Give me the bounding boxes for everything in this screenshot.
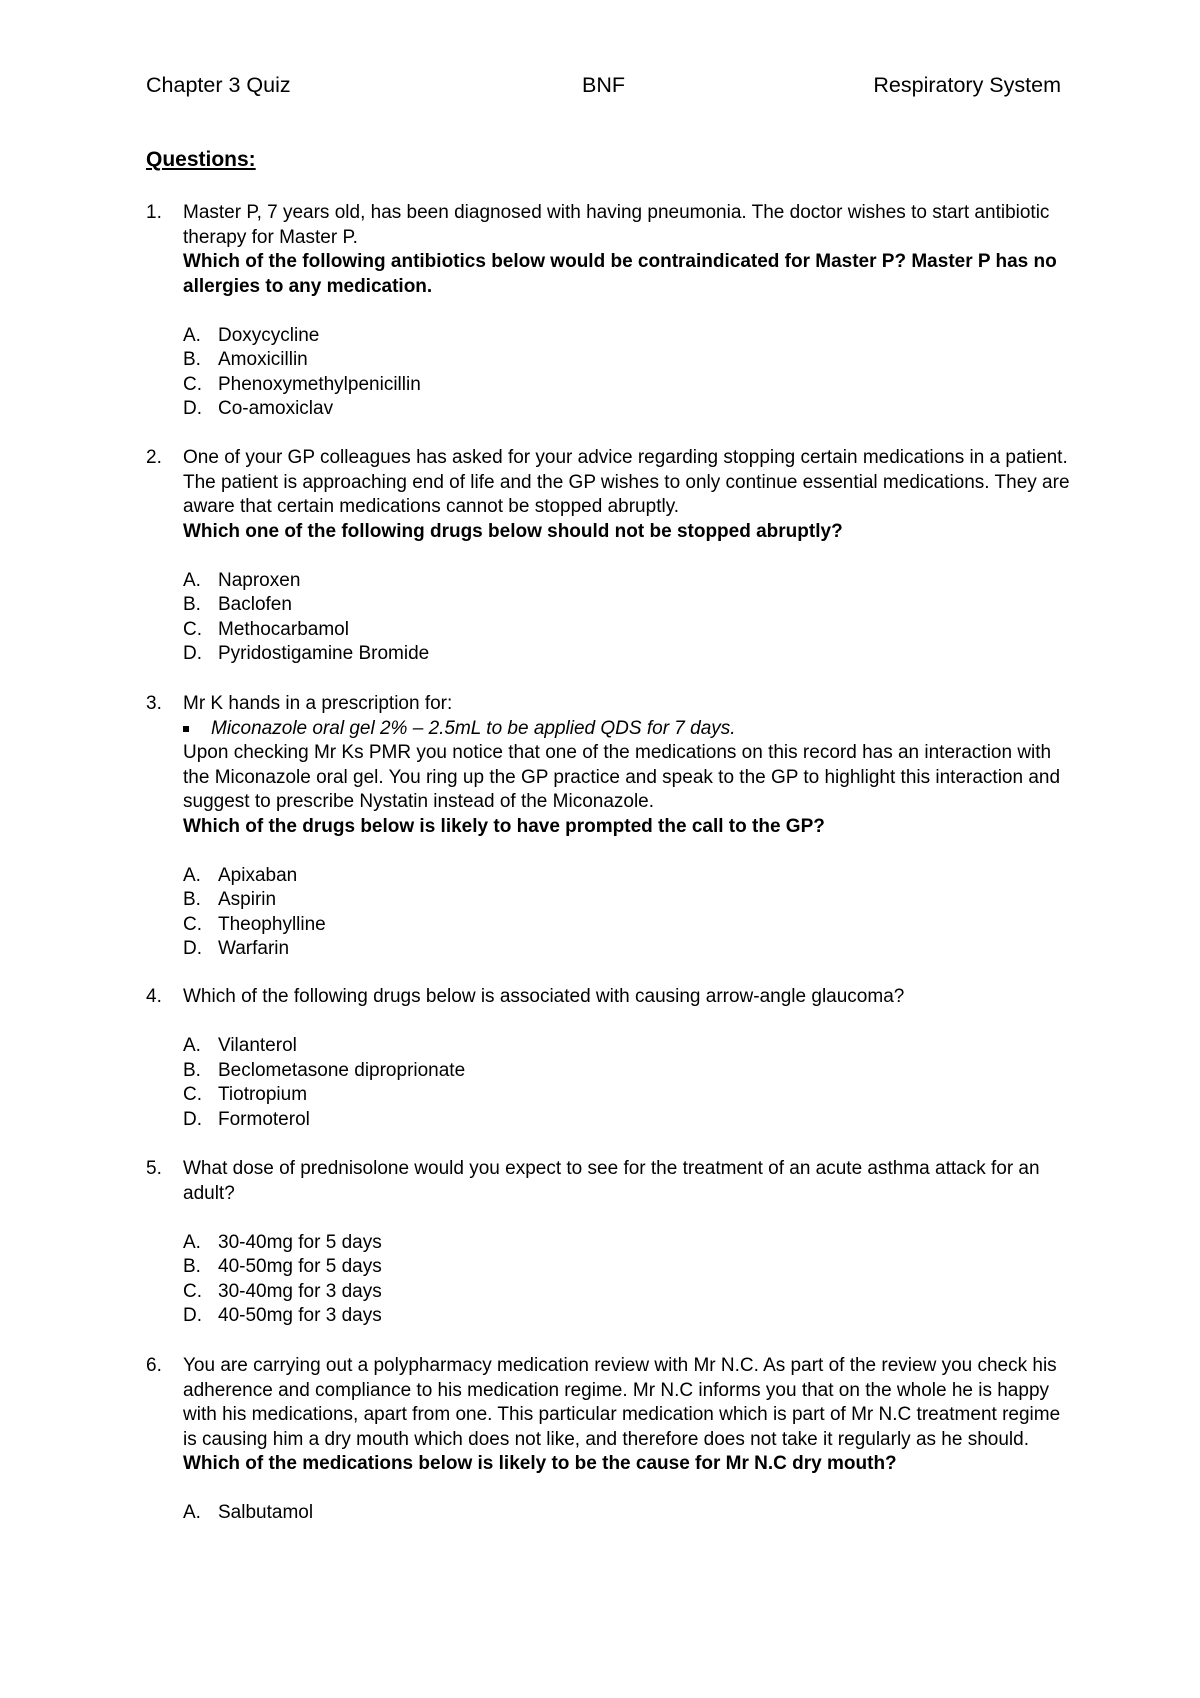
header-left: Chapter 3 Quiz: [146, 73, 291, 97]
option: [183, 913, 1071, 938]
option-text: Vilanterol: [218, 1035, 297, 1056]
option-letter: B.: [183, 1256, 201, 1277]
option-text: Salbutamol: [218, 1502, 314, 1523]
question-prompt: Which of the following antibiotics below would be contraindicated for Master P? Master P has no allergies to any medication.: [183, 251, 1057, 297]
option-text: Methocarbamol: [218, 618, 349, 640]
option-letter: B.: [183, 349, 201, 370]
option-letter: A.: [183, 864, 201, 886]
option-text: Co-amoxiclav: [218, 398, 334, 419]
option-letter: A.: [183, 1035, 201, 1056]
question-number: 6.: [146, 1355, 162, 1376]
option-letter: D.: [183, 398, 202, 419]
option: [183, 1280, 1071, 1305]
bullet-square-icon: [183, 726, 189, 732]
question-number: 1.: [146, 202, 162, 223]
option-text: 40-50mg for 3 days: [218, 1305, 382, 1326]
options-list: [183, 1034, 1071, 1132]
option: [183, 324, 1071, 349]
option-letter: B.: [183, 889, 201, 910]
question-5: [146, 1157, 1071, 1329]
question-text: One of your GP colleagues has asked for your advice regarding stopping certain medications in a patient. The patient is approaching end of life and the GP wishes to only continue essential medications. They are aware that certain medications cannot be stopped abruptly.: [183, 447, 1070, 517]
option-letter: C.: [183, 373, 202, 395]
option-text: Apixaban: [218, 864, 298, 886]
options-list: [183, 324, 1071, 422]
option-letter: A.: [183, 324, 201, 346]
option: [183, 642, 1071, 667]
question-number: 3.: [146, 693, 162, 714]
options-list: [183, 864, 1071, 962]
option: [183, 618, 1071, 643]
option: [183, 937, 1071, 962]
option: [183, 1059, 1071, 1084]
page-header: [146, 73, 1061, 101]
question-4: [146, 985, 1071, 1132]
option: [183, 864, 1071, 889]
options-list: [183, 569, 1071, 667]
option-letter: A.: [183, 569, 201, 591]
option: [183, 593, 1071, 618]
question-3: [146, 692, 1071, 962]
option-letter: C.: [183, 1084, 202, 1105]
question-text: Master P, 7 years old, has been diagnosed with having pneumonia. The doctor wishes to start antibiotic therapy for Master P.: [183, 202, 1050, 248]
question-text: You are carrying out a polypharmacy medication review with Mr N.C. As part of the review you check his adherence and compliance to his medication regime. Mr N.C informs you that on the whole he is happy with his medications, apart from one. This particular medication which is part of Mr N.C treatment regime is causing him a dry mouth which does not like, and therefore does not take it regularly as he should.: [183, 1355, 1061, 1450]
option-text: Theophylline: [218, 913, 326, 935]
question-6: [146, 1354, 1071, 1526]
question-number: 4.: [146, 986, 162, 1007]
question-number: 5.: [146, 1158, 162, 1179]
option-letter: D.: [183, 1305, 202, 1326]
header-right: Respiratory System: [873, 73, 1061, 97]
question-2: [146, 446, 1071, 667]
option-text: Tiotropium: [218, 1084, 308, 1105]
option: [183, 569, 1071, 594]
option: [183, 348, 1071, 373]
option-text: Beclometasone diproprionate: [218, 1059, 466, 1081]
question-number: 2.: [146, 447, 162, 468]
question-text: Which of the following drugs below is associated with causing arrow-angle glaucoma?: [183, 986, 905, 1007]
prescription-text: Miconazole oral gel 2% – 2.5mL to be applied QDS for 7 days.: [211, 717, 736, 739]
option-text: Amoxicillin: [218, 349, 308, 370]
option-letter: D.: [183, 643, 202, 664]
option-text: Naproxen: [218, 569, 301, 591]
option-letter: C.: [183, 913, 202, 935]
option-letter: B.: [183, 1059, 201, 1081]
option: [183, 1034, 1071, 1059]
option: [183, 888, 1071, 913]
option: [183, 373, 1071, 398]
options-list: [183, 1501, 1071, 1526]
option: [183, 397, 1071, 422]
question-1: [146, 201, 1071, 422]
option-text: Warfarin: [218, 938, 290, 959]
option-text: Pyridostigamine Bromide: [218, 643, 430, 664]
option-letter: D.: [183, 938, 202, 959]
option-letter: A.: [183, 1231, 201, 1253]
header-center: BNF: [582, 73, 625, 97]
question-prompt: Which of the drugs below is likely to have prompted the call to the GP?: [183, 815, 825, 837]
option: [183, 1501, 1071, 1526]
question-prompt: Which of the medications below is likely to be the cause for Mr N.C dry mouth?: [183, 1453, 897, 1474]
option-letter: C.: [183, 1280, 202, 1302]
option-letter: C.: [183, 618, 202, 640]
option-text: 40-50mg for 5 days: [218, 1256, 382, 1277]
option: [183, 1231, 1071, 1256]
option: [183, 1304, 1071, 1329]
option: [183, 1083, 1071, 1108]
option-letter: B.: [183, 594, 201, 615]
option-text: 30-40mg for 5 days: [218, 1231, 382, 1253]
option-text: Formoterol: [218, 1108, 310, 1130]
option-text: 30-40mg for 3 days: [218, 1280, 382, 1302]
prescription-bullet: [146, 717, 1071, 742]
option: [183, 1255, 1071, 1280]
option-text: Doxycycline: [218, 324, 320, 346]
questions-heading: Questions:: [146, 148, 256, 171]
question-prompt: Which one of the following drugs below should not be stopped abruptly?: [183, 520, 843, 542]
question-text: What dose of prednisolone would you expect to see for the treatment of an acute asthma attack for an adult?: [183, 1158, 1040, 1204]
option-text: Aspirin: [218, 889, 277, 910]
option-text: Baclofen: [218, 594, 292, 615]
option-text: Phenoxymethylpenicillin: [218, 373, 421, 395]
option-letter: D.: [183, 1108, 202, 1130]
option-letter: A.: [183, 1502, 201, 1523]
question-intro: Mr K hands in a prescription for:: [183, 693, 453, 714]
question-text: Upon checking Mr Ks PMR you notice that one of the medications on this record has an interaction with the Miconazole oral gel. You ring up the GP practice and speak to the GP to highlight this interaction and suggest to prescribe Nystatin instead of the Miconazole.: [183, 742, 1061, 812]
options-list: [183, 1231, 1071, 1329]
option: [183, 1108, 1071, 1133]
